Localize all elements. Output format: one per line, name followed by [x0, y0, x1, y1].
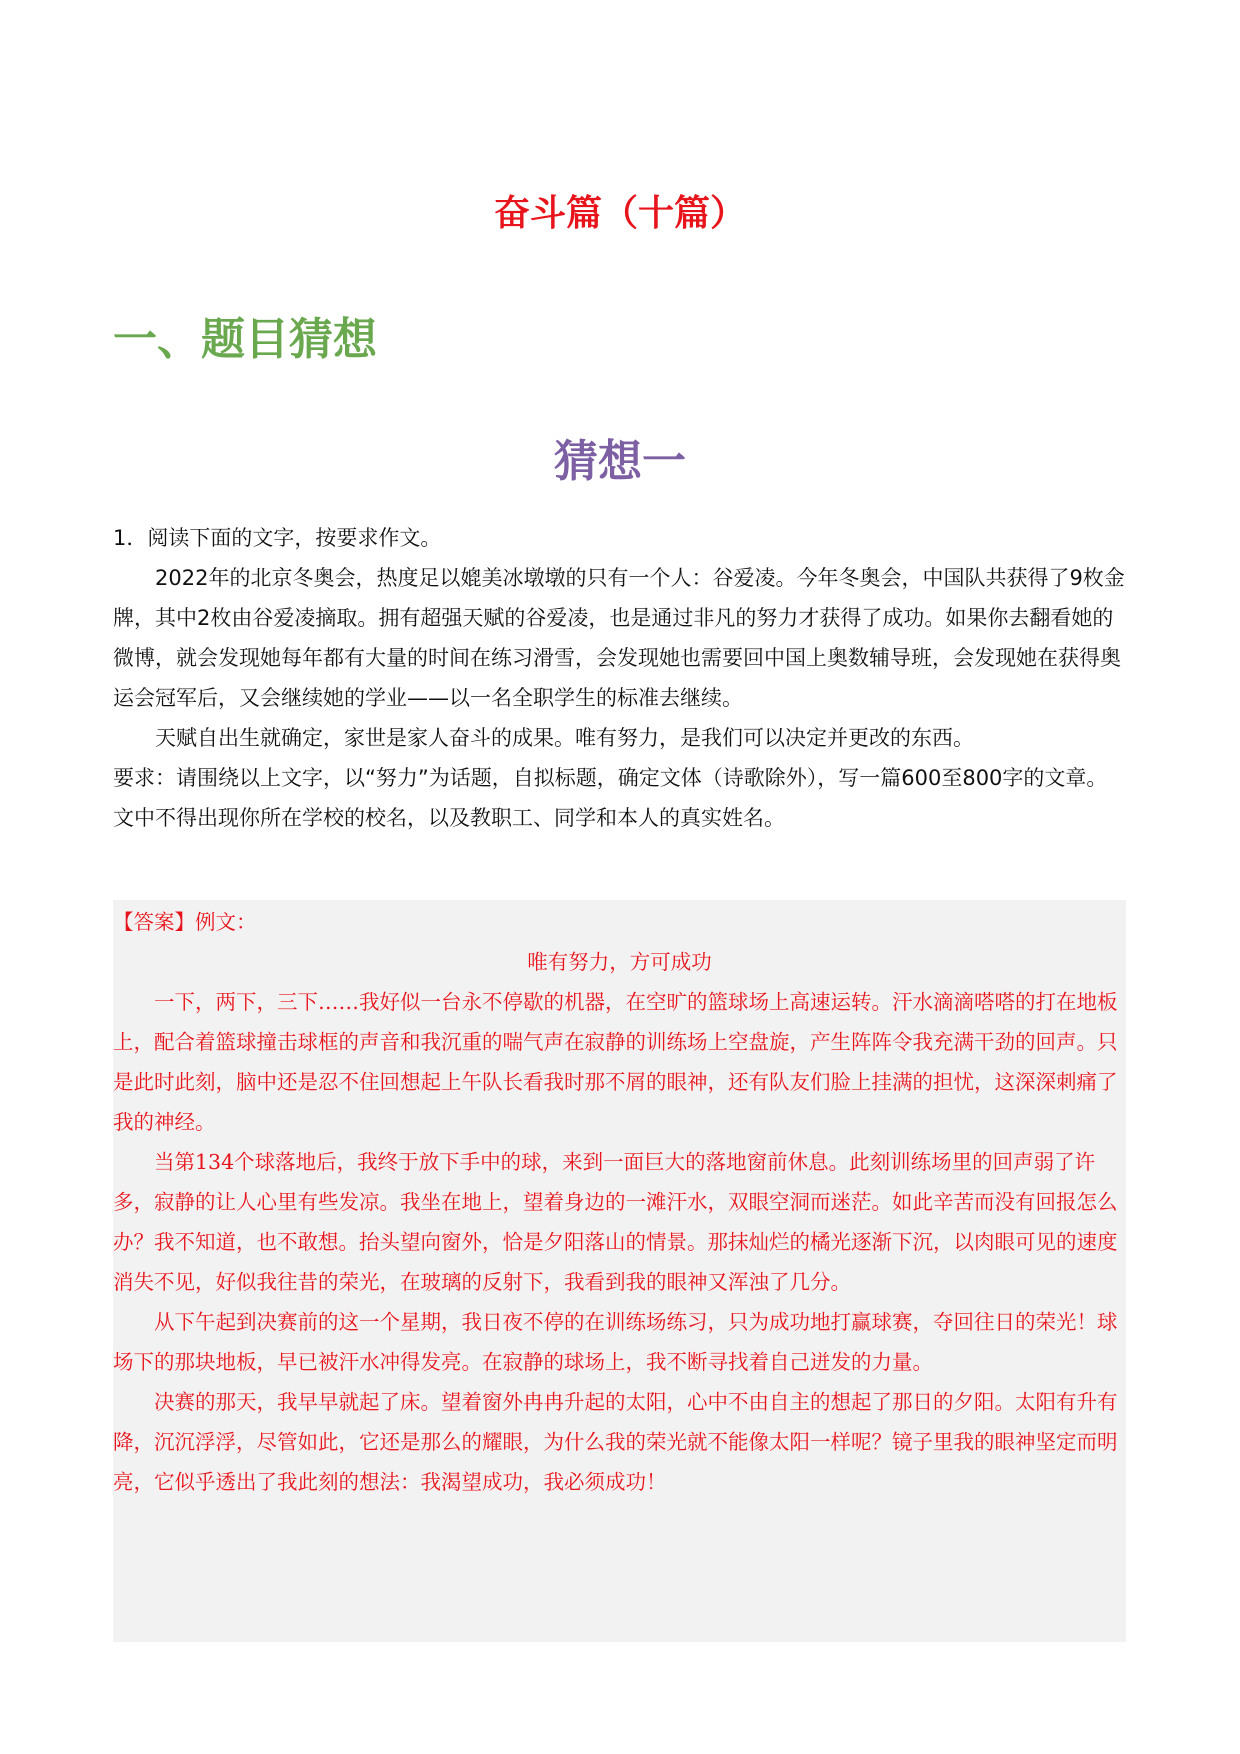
question-requirement: 要求：请围绕以上文字，以“努力”为话题，自拟标题，确定文体（诗歌除外），写一篇600至800字的文章。文中不得出现你所在学校的校名，以及教职工、同学和本人的真实姓名。	[113, 766, 1108, 830]
question-paragraph-2: 天赋自出生就确定，家世是家人奋斗的成果。唯有努力，是我们可以决定并更改的东西。	[155, 726, 974, 750]
guess-heading: 猜想一	[554, 436, 686, 487]
essay-paragraph: 从下午起到决赛前的这一个星期，我日夜不停的在训练场练习，只为成功地打赢球赛，夺回往日的荣光！球场下的那块地板，早已被汗水冲得发亮。在寂静的球场上，我不断寻找着自己迸发的力量。	[113, 1310, 1118, 1374]
question-block	[113, 518, 1126, 838]
question-prompt: 1．阅读下面的文字，按要求作文。	[113, 526, 442, 550]
answer-box	[113, 900, 1126, 1642]
essay-paragraph: 一下，两下，三下……我好似一台永不停歇的机器，在空旷的篮球场上高速运转。汗水滴滴嗒嗒的打在地板上，配合着篮球撞击球框的声音和我沉重的喘气声在寂静的训练场上空盘旋，产生阵阵令我充满干劲的回声。只是此时此刻，脑中还是忍不住回想起上午队长看我时那不屑的眼神，还有队友们脸上挂满的担忧，这深深刺痛了我的神经。	[113, 990, 1118, 1134]
answer-label: 【答案】例文：	[113, 910, 257, 934]
section-heading: 一、题目猜想	[113, 314, 377, 365]
document-title: 奋斗篇（十篇）	[493, 193, 746, 234]
essay-paragraph: 决赛的那天，我早早就起了床。望着窗外冉冉升起的太阳，心中不由自主的想起了那日的夕阳。太阳有升有降，沉沉浮浮，尽管如此，它还是那么的耀眼，为什么我的荣光就不能像太阳一样呢？镜子里我的眼神坚定而明亮，它似乎透出了我此刻的想法：我渴望成功，我必须成功！	[113, 1390, 1118, 1494]
essay-paragraph: 当第134个球落地后，我终于放下手中的球，来到一面巨大的落地窗前休息。此刻训练场里的回声弱了许多，寂静的让人心里有些发凉。我坐在地上，望着身边的一滩汗水，双眼空洞而迷茫。如此辛苦而没有回报怎么办？我不知道，也不敢想。抬头望向窗外，恰是夕阳落山的情景。那抹灿烂的橘光逐渐下沉，以肉眼可见的速度消失不见，好似我往昔的荣光，在玻璃的反射下，我看到我的眼神又浑浊了几分。	[113, 1150, 1118, 1294]
question-paragraph-1: 2022年的北京冬奥会，热度足以媲美冰墩墩的只有一个人：谷爱凌。今年冬奥会，中国队共获得了9枚金牌，其中2枚由谷爱凌摘取。拥有超强天赋的谷爱凌，也是通过非凡的努力才获得了成功。如果你去翻看她的微博，就会发现她每年都有大量的时间在练习滑雪，会发现她也需要回中国上奥数辅导班，会发现她在获得奥运会冠军后，又会继续她的学业——以一名全职学生的标准去继续。	[113, 566, 1125, 710]
essay-title: 唯有努力，方可成功	[527, 950, 712, 974]
